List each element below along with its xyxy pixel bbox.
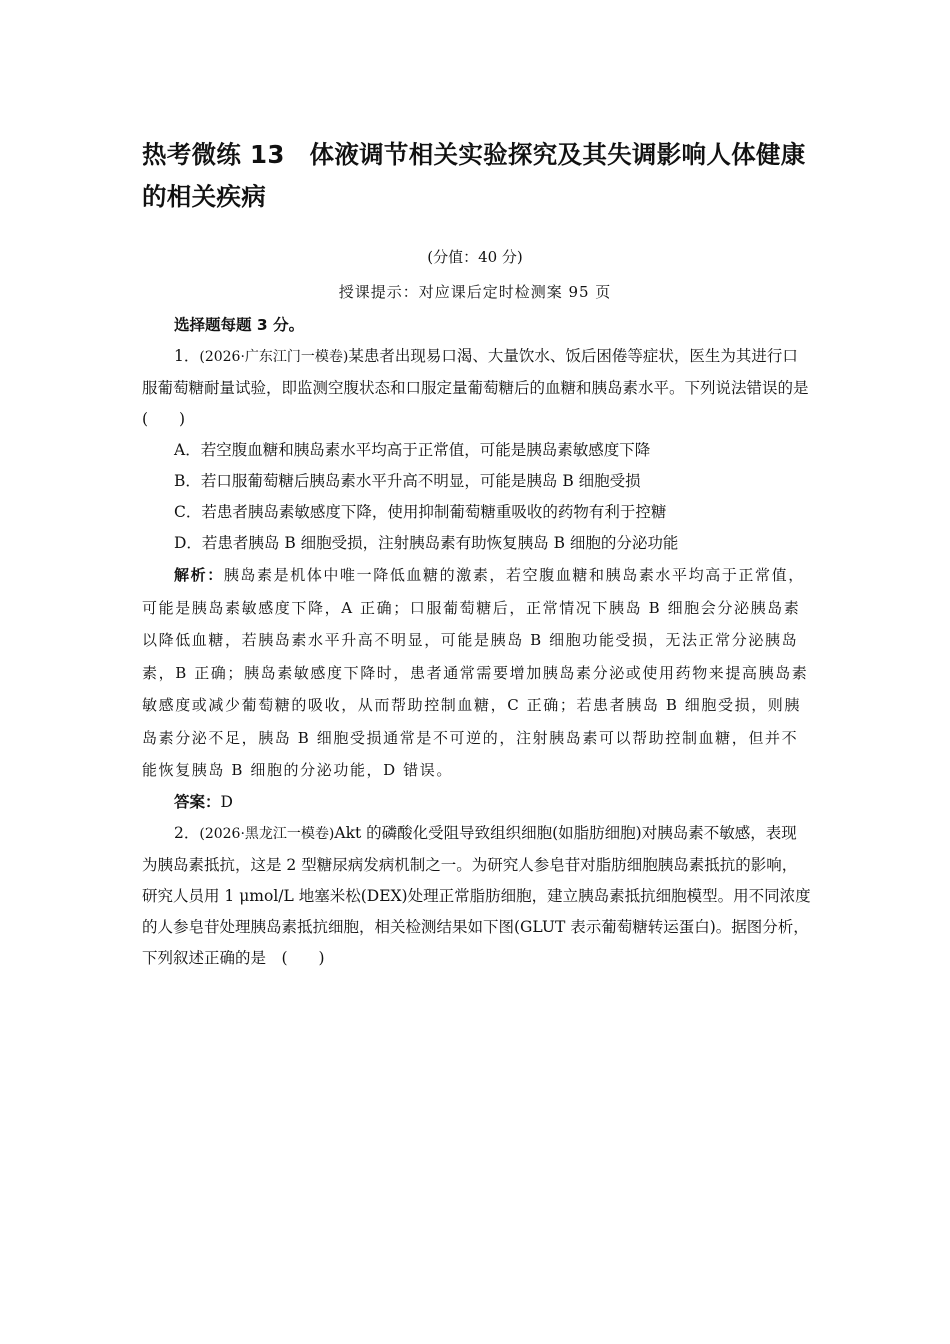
question-2-text: Akt 的磷酸化受阻导致组织细胞(如脂肪细胞)对胰岛素不敏感，表现为胰岛素抵抗，这是 2 型糖尿病发病机制之一。为研究人参皂苷对脂肪细胞胰岛素抵抗的影响，研究人员用 1 μmol/L 地塞米松(DEX)处理正常脂肪细胞，建立胰岛素抵抗细胞模型。用不同浓度的人参皂苷处理胰岛素抵抗细胞，相关检测结果如下图(GLUT 表示葡萄糖转运蛋白)。据图分析，下列叙述正确的是 ( ) xyxy=(142,823,811,967)
teaching-hint: 授课提示：对应课后定时检测案 95 页 xyxy=(338,283,612,301)
answer-value: D xyxy=(220,792,233,811)
question-1-number: 1． xyxy=(174,347,200,365)
question-2-source: (2026·黑龙江一模卷) xyxy=(199,825,335,842)
question-1-source: (2026·广东江门一模卷) xyxy=(199,349,349,365)
question-1-analysis xyxy=(142,559,812,787)
question-2-stem xyxy=(142,818,812,974)
question-1-option-a: A．若空腹血糖和胰岛素水平均高于正常值，可能是胰岛素敏感度下降 xyxy=(174,441,651,459)
section-heading: 选择题每题 3 分。 xyxy=(174,316,305,334)
question-1-option-c: C．若患者胰岛素敏感度下降，使用抑制葡萄糖重吸收的药物有利于控糖 xyxy=(174,503,667,521)
content-block xyxy=(142,310,825,974)
analysis-label: 解析： xyxy=(174,566,224,584)
analysis-text: 胰岛素是机体中唯一降低血糖的激素，若空腹血糖和胰岛素水平均高于正常值，可能是胰岛素敏感度下降，A 正确；口服葡萄糖后，正常情况下胰岛 B 细胞会分泌胰岛素以降低血糖，若胰岛素水平升高不明显，可能是胰岛 B 细胞功能受损，无法正常分泌胰岛素，B 正确；胰岛素敏感度下降时，患者通常需要增加胰岛素分泌或使用药物来提高胰岛素敏感度或减少葡萄糖的吸收，从而帮助控制血糖，C 正确；若患者胰岛 B 细胞受损，则胰岛素分泌不足，胰岛 B 细胞受损通常是不可逆的，注射胰岛素可以帮助控制血糖，但并不能恢复胰岛 B 细胞的分泌功能，D 错误。 xyxy=(142,566,809,779)
page-title: 热考微练 13 体液调节相关实验探究及其失调影响人体健康的相关疾病 xyxy=(142,140,806,211)
question-1-text: 某患者出现易口渴、大量饮水、饭后困倦等症状，医生为其进行口服葡萄糖耐量试验，即监测空腹状态和口服定量葡萄糖后的血糖和胰岛素水平。下列说法错误的是 ( ) xyxy=(142,347,825,428)
answer-label: 答案： xyxy=(174,792,221,811)
question-1-option-d: D．若患者胰岛 B 细胞受损，注射胰岛素有助恢复胰岛 B 细胞的分泌功能 xyxy=(174,534,679,552)
question-1-stem xyxy=(142,341,825,435)
question-1-option-b: B．若口服葡萄糖后胰岛素水平升高不明显，可能是胰岛 B 细胞受损 xyxy=(174,472,641,490)
question-2-number: 2． xyxy=(174,823,200,842)
score-line: (分值：40 分) xyxy=(427,248,523,266)
question-1-answer xyxy=(142,787,812,818)
